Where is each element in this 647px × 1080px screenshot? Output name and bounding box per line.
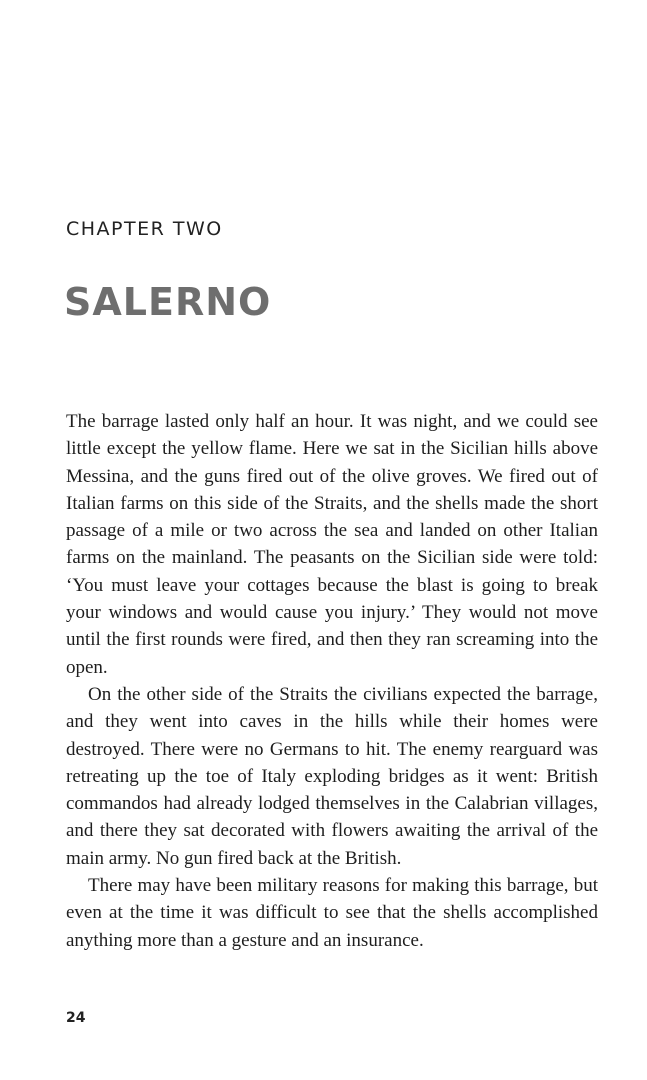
paragraph-3: There may have been military reasons for making this barrage, but even at the time it was difficult to see that the shells accomplished anything more than a gesture and an insurance.: [66, 875, 598, 951]
page-number: 24: [66, 1010, 86, 1026]
chapter-label: CHAPTER TWO: [66, 218, 223, 240]
paragraph-1: The barrage lasted only half an hour. It was night, and we could see little except the yellow flame. Here we sat in the Sicilian hills above Messina, and the guns fired out of the olive groves. We fired out of Italian farms on this side of the Straits, and the shells made the short passage of a mile or two across the sea and landed on other Italian farms on the mainland. The peasants on the Sicilian side were told: ‘You must leave your cottages because the blast is going to break your windows and would cause you injury.’ They would not move until the first rounds were fired, and then they ran screaming into the open.: [66, 411, 598, 678]
body-text: [66, 408, 598, 954]
chapter-title: SALERNO: [64, 280, 272, 324]
paragraph-2: On the other side of the Straits the civilians expected the barrage, and they went into caves in the hills while their homes were destroyed. There were no Germans to hit. The enemy rearguard was retreating up the toe of Italy exploding bridges as it went: British commandos had already lodged themselves in the Calabrian villages, and there they sat decorated with flowers awaiting the arrival of the main army. No gun fired back at the British.: [66, 683, 598, 869]
